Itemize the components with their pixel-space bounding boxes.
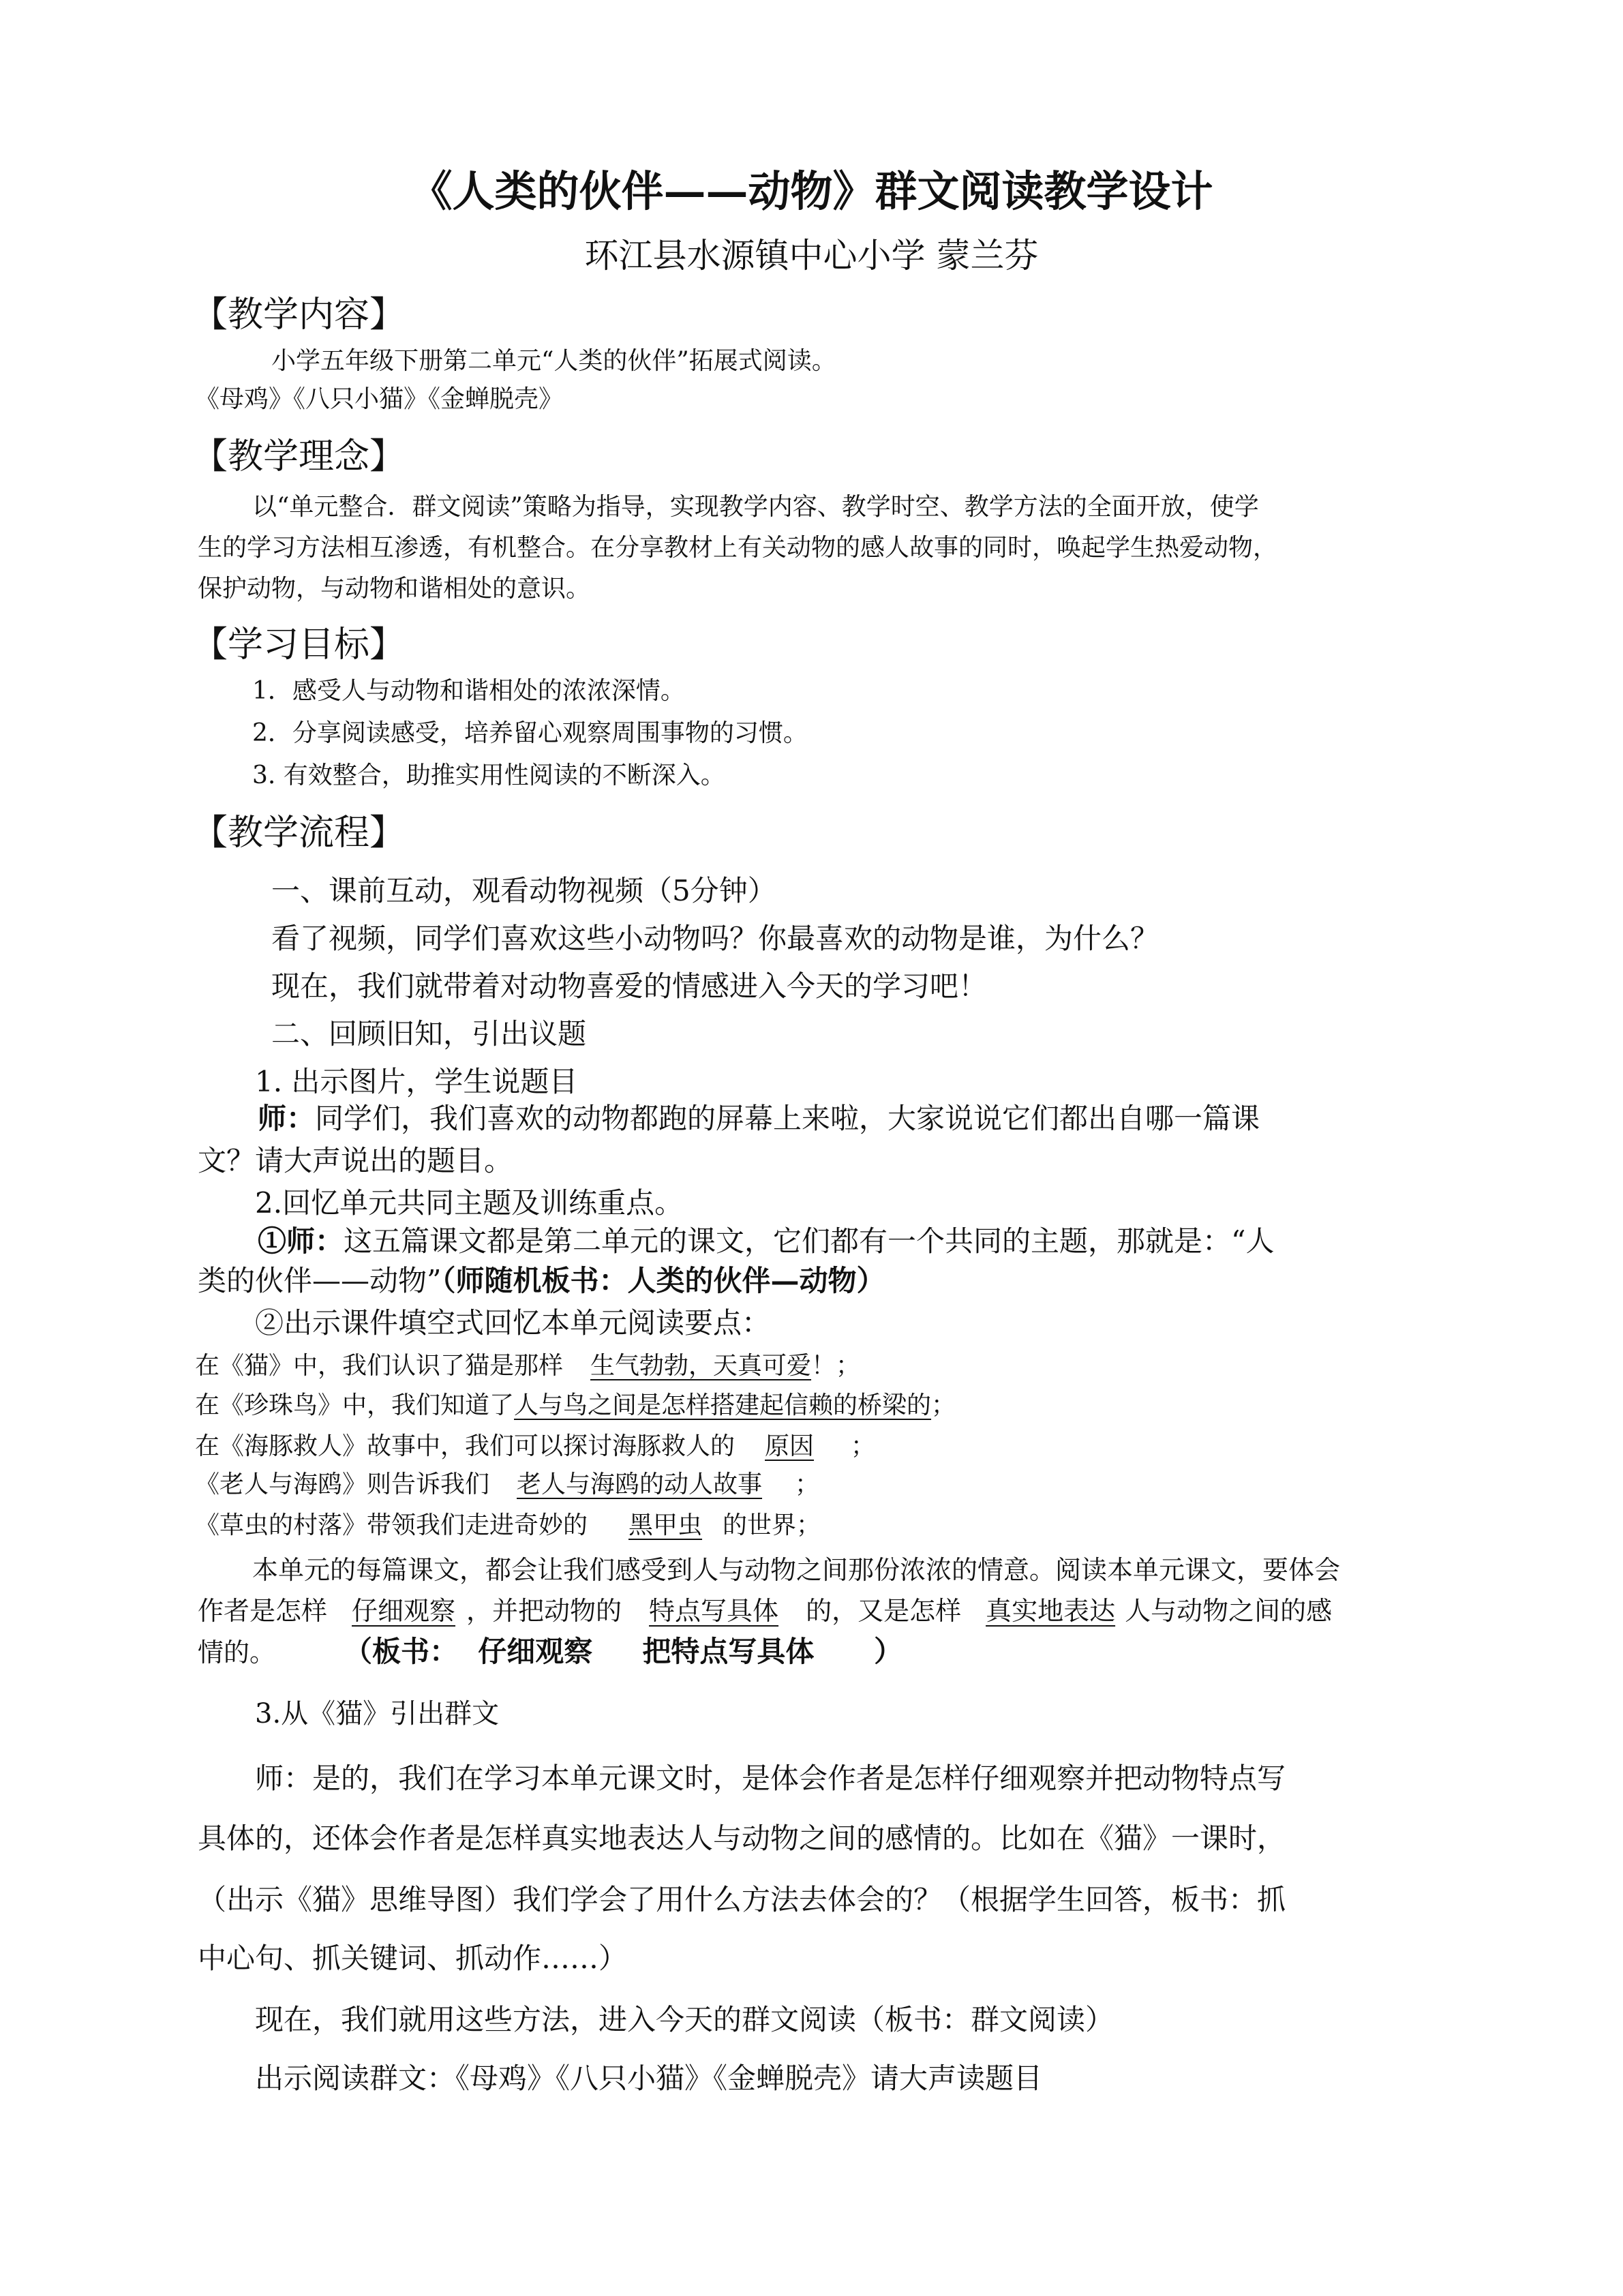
process-paragraph: 1. 出示图片，学生说题目	[255, 1065, 578, 1098]
blank-answer: 生气勃勃，天真可爱	[590, 1352, 812, 1380]
goal-item: 2．分享阅读感受，培养留心观察周围事物的习惯。	[252, 719, 808, 747]
blank-answer: 黑甲虫	[628, 1511, 703, 1539]
teacher-speech: 这五篇课文都是第二单元的课文，它们都有一个共同的主题，那就是：“人	[344, 1224, 1275, 1258]
blank-suffix: ；	[931, 1391, 956, 1419]
blank-answer: 人与鸟之间是怎样搭建起信赖的桥梁的	[514, 1391, 932, 1419]
process-paragraph: ②出示课件填空式回忆本单元阅读要点：	[255, 1306, 771, 1340]
process-paragraph: 3.从《猫》引出群文	[255, 1698, 500, 1729]
summary-blank: 真实地表达	[986, 1596, 1116, 1626]
process-paragraph: 文？请大声说出的题目。	[198, 1144, 513, 1177]
blank-prefix: 《老人与海鸥》则告诉我们	[195, 1470, 490, 1498]
summary-text: 情的。	[198, 1637, 276, 1667]
document-title: 《人类的伙伴——动物》群文阅读教学设计	[410, 166, 1213, 216]
process-paragraph	[258, 1104, 1260, 1133]
philosophy-line: 保护动物，与动物和谐相处的意识。	[198, 575, 591, 603]
blank-suffix: 的世界；	[723, 1511, 821, 1539]
process-paragraph: 二、回顾旧知，引出议题	[271, 1017, 587, 1051]
summary-line	[198, 1598, 1332, 1624]
fill-blank-line	[195, 1513, 821, 1538]
process-paragraph: 具体的，还体会作者是怎样真实地表达人与动物之间的感情的。比如在《猫》一课时，	[198, 1822, 1286, 1855]
process-paragraph: 出示阅读群文：《母鸡》《八只小猫》《金蝉脱壳》请大声读题目	[255, 2061, 1043, 2095]
process-paragraph	[198, 1264, 885, 1297]
goal-item: 1．感受人与动物和谐相处的浓浓深情。	[252, 677, 685, 705]
section-heading-process: 【教学流程】	[192, 813, 406, 854]
process-paragraph: 2.回忆单元共同主题及训练重点。	[255, 1186, 684, 1220]
summary-blank: 特点写具体	[649, 1596, 779, 1626]
board-note: （板书： 仔细观察 把特点写具体 ）	[344, 1635, 903, 1668]
process-paragraph: 现在，我们就带着对动物喜爱的情感进入今天的学习吧！	[271, 969, 988, 1003]
content-line: 小学五年级下册第二单元“人类的伙伴”拓展式阅读。	[271, 347, 836, 375]
blank-suffix: ！；	[811, 1352, 861, 1380]
philosophy-line: 生的学习方法相互渗透，有机整合。在分享教材上有关动物的感人故事的同时，唤起学生热爱动物，	[198, 534, 1278, 562]
process-paragraph: 中心句、抓关键词、抓动作……）	[198, 1942, 628, 1975]
summary-text: 人与动物之间的感	[1125, 1596, 1333, 1626]
summary-text: 的，又是怎样	[806, 1596, 962, 1626]
summary-blank: 仔细观察	[352, 1596, 456, 1626]
process-paragraph: 看了视频，同学们喜欢这些小动物吗？你最喜欢的动物是谁，为什么？	[271, 922, 1159, 955]
blank-answer: 原因	[765, 1432, 815, 1460]
process-paragraph: 师：是的，我们在学习本单元课文时，是体会作者是怎样仔细观察并把动物特点写	[255, 1762, 1286, 1795]
blank-answer: 老人与海鸥的动人故事	[517, 1470, 763, 1498]
process-paragraph: （出示《猫》思维导图）我们学会了用什么方法去体会的？（根据学生回答，板书：抓	[198, 1883, 1286, 1916]
teacher-speech: 同学们，我们喜欢的动物都跑的屏幕上来啦，大家说说它们都出自哪一篇课	[315, 1102, 1260, 1135]
blank-prefix: 在《海豚救人》故事中，我们可以探讨海豚救人的	[195, 1432, 735, 1460]
summary-line	[198, 1637, 902, 1666]
fill-blank-line	[195, 1434, 875, 1459]
section-heading-philosophy: 【教学理念】	[192, 436, 406, 477]
blank-prefix: 在《珍珠鸟》中，我们知道了	[195, 1391, 515, 1419]
goal-item: 3. 有效整合，助推实用性阅读的不断深入。	[252, 761, 725, 789]
theme-text: 类的伙伴——动物”	[198, 1264, 442, 1297]
process-paragraph: 现在，我们就用这些方法，进入今天的群文阅读（板书：群文阅读）	[255, 2003, 1114, 2036]
section-heading-content: 【教学内容】	[192, 294, 406, 335]
summary-text: ，并把动物的	[466, 1596, 622, 1626]
document-author: 环江县水源镇中心小学 蒙兰芬	[584, 236, 1039, 275]
board-note: （师随机板书：人类的伙伴—动物）	[441, 1264, 885, 1297]
fill-blank-line	[195, 1354, 860, 1378]
blank-prefix: 《草虫的村落》带领我们走进奇妙的	[195, 1511, 588, 1539]
blank-suffix: ；	[851, 1432, 876, 1460]
blank-suffix: ；	[795, 1470, 820, 1498]
fill-blank-line	[195, 1393, 956, 1418]
fill-blank-line	[195, 1472, 819, 1497]
philosophy-line: 以“单元整合．群文阅读”策略为指导，实现教学内容、教学时空、教学方法的全面开放，使学	[252, 493, 1259, 521]
process-paragraph	[258, 1224, 1275, 1258]
process-paragraph: 一、课前互动，观看动物视频（5分钟）	[271, 874, 776, 907]
teacher-label: ①师：	[258, 1224, 344, 1258]
section-heading-goals: 【学习目标】	[192, 624, 406, 665]
teacher-label: 师：	[258, 1102, 316, 1135]
blank-prefix: 在《猫》中，我们认识了猫是那样	[195, 1352, 564, 1380]
summary-line: 本单元的每篇课文，都会让我们感受到人与动物之间那份浓浓的情意。阅读本单元课文，要体会	[252, 1555, 1341, 1585]
summary-text: 作者是怎样	[198, 1596, 328, 1626]
content-line: 《母鸡》《八只小猫》《金蝉脱壳》	[195, 385, 564, 413]
